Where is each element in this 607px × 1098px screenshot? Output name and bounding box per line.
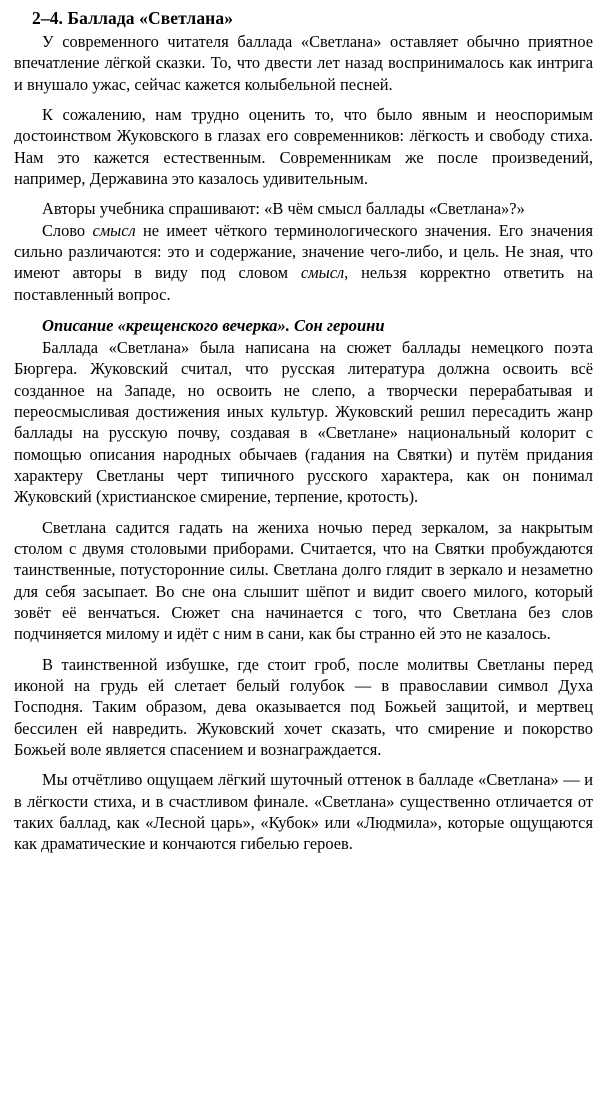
paragraph-intro: У современного читателя баллада «Светлана» оставляет обычно приятное впечатление лёгкой сказки. То, что двести лет назад воспринималось как интрига и внушало ужас, сейчас кажется колыбельной песней.: [14, 32, 593, 94]
page-title: 2–4. Баллада «Светлана»: [32, 8, 234, 28]
meaning-text-3: , нельзя корректно ответить на поставленный вопрос.: [14, 263, 593, 304]
paragraph-meaning: [14, 220, 593, 305]
meaning-text-1: Слово: [42, 220, 93, 240]
meaning-italic-1: смысл: [92, 220, 136, 240]
meaning-text-2: не имеет чёткого терминологического значения. Его значения сильно различаются: это и содержание, значение чего-либо, и цель. Не зная, что имеют авторы в виду под словом: [14, 220, 593, 283]
paragraph-mirror-dream: Светлана садится гадать на жениха ночью перед зеркалом, за накрытым столом с двумя столовыми приборами. Считается, что на Святки пробуждаются таинственные, потусторонние силы. Светлана долго глядит в зеркало и незаметно для себя засыпает. Во сне она слышит шёпот и видит своего милого, который зовёт её венчаться. Сюжет сна начинается с того, что Светлана без слов подчиняется милому и идёт с ним в сани, как бы странно ей это не казалось.: [14, 517, 593, 644]
paragraph-regret: К сожалению, нам трудно оценить то, что было явным и неоспоримым достоинством Жуковского в глазах его современников: лёгкость и свободу стиха. Нам это кажется естественным. Современникам же после произведений, например, Державина это казалось удивительным.: [14, 104, 593, 188]
paragraph-question: Авторы учебника спрашивают: «В чём смысл баллады «Светлана»?»: [42, 199, 525, 219]
paragraph-conclusion: Мы отчётливо ощущаем лёгкий шуточный оттенок в балладе «Светлана» — и в лёгкости стиха, и в счастливом финале. «Светлана» существенно отличается от таких баллад, как «Лесной царь», «Кубок» или «Людмила», которые ощущаются как драматические и кончаются гибелью героев.: [14, 770, 593, 854]
paragraph-ballad-origin: Баллада «Светлана» была написана на сюжет баллады немецкого поэта Бюргера. Жуковский считал, что русская литература должна освоить всё созданное на Западе, но освоить не слепо, а творчески перерабатывая и переосмысливая достижения иных культур. Жуковский решил пересадить жанр баллады на русскую почву, создавая в «Светлане» национальный колорит с помощью описания народных обычаев (гадания на Святки) и путём придания характеру Светланы черт типичного русского характера, как он понимал Жуковский (христианское смирение, терпение, кротость).: [14, 337, 593, 507]
meaning-italic-2: смысл: [300, 263, 345, 283]
section-subheading: Описание «крещенского вечерка». Сон героини: [42, 315, 385, 335]
paragraph-hut-dove: В таинственной избушке, где стоит гроб, после молитвы Светланы перед иконой на грудь ей слетает белый голубок — в православии символ Духа Господня. Таким образом, дева оказывается под Божьей защитой, и мертвец бессилен ей навредить. Жуковский хочет сказать, что смирение и покорство Божьей воле является спасением и вознаграждается.: [14, 654, 593, 759]
